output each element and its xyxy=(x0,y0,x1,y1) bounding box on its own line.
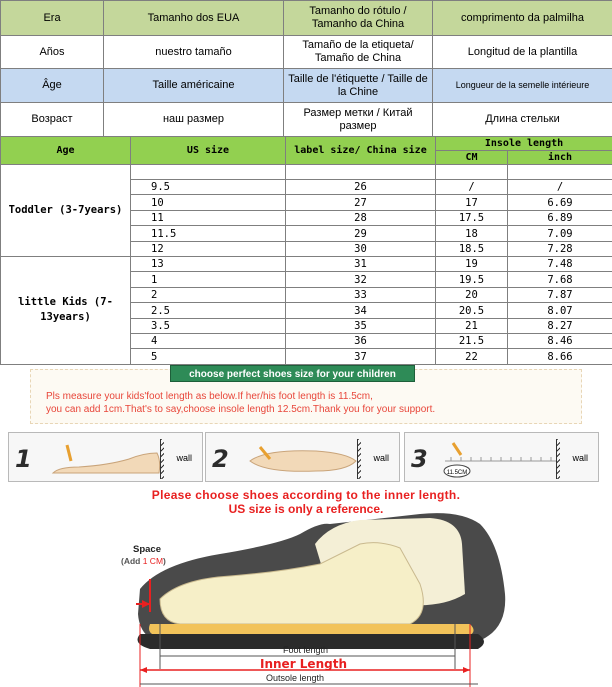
insole-cm-cell: 18.5 xyxy=(436,241,508,256)
insole-cm-cell: 21.5 xyxy=(436,333,508,348)
inner-length-warning: Please choose shoes according to the inner length. xyxy=(151,488,461,502)
age-group-label: Toddler (3-7years) xyxy=(1,165,131,257)
insole-inch-cell: 8.46 xyxy=(508,333,612,348)
header-row-french xyxy=(1,69,612,103)
empty-cell xyxy=(508,165,612,180)
col-cm: CM xyxy=(436,151,508,165)
china-size-cell: 36 xyxy=(286,333,436,348)
china-size-cell: 32 xyxy=(286,272,436,287)
header-cell: Longueur de la semelle intérieure xyxy=(433,69,612,103)
us-size-cell: 11.5 xyxy=(131,226,286,241)
china-size-cell: 30 xyxy=(286,241,436,256)
china-size-cell: 37 xyxy=(286,349,436,364)
insole-inch-cell: 8.27 xyxy=(508,318,612,333)
age-group-label: little Kids (7-13years) xyxy=(1,256,131,364)
header-cell: Tamaño de la etiqueta/ Tamaño de China xyxy=(284,36,433,69)
china-size-cell: 35 xyxy=(286,318,436,333)
china-size-cell: 27 xyxy=(286,195,436,210)
insole-cm-cell: 21 xyxy=(436,318,508,333)
insole-cm-cell: 22 xyxy=(436,349,508,364)
foot-length-label: Foot length xyxy=(283,645,329,655)
step-number: 1 xyxy=(15,445,32,473)
us-size-cell: 4 xyxy=(131,333,286,348)
header-cell: наш размер xyxy=(104,103,284,137)
us-size-cell: 9.5 xyxy=(131,180,286,195)
shoe-diagram xyxy=(0,484,612,687)
insole-cm-cell: 18 xyxy=(436,226,508,241)
insole-inch-cell: 8.07 xyxy=(508,303,612,318)
insole-cm-cell: 20.5 xyxy=(436,303,508,318)
header-row-portuguese xyxy=(1,1,612,36)
measure-step-3 xyxy=(404,432,599,482)
insole-inch-cell: 6.69 xyxy=(508,195,612,210)
us-size-cell: 11 xyxy=(131,210,286,225)
space-prefix: (Add xyxy=(121,556,143,566)
insole-inch-cell: 7.87 xyxy=(508,287,612,302)
inner-length-label: Inner Length xyxy=(260,657,347,671)
insole-inch-cell: 8.66 xyxy=(508,349,612,364)
size-chart-table xyxy=(0,136,612,365)
insole-cm-cell: 17 xyxy=(436,195,508,210)
us-size-cell: 3.5 xyxy=(131,318,286,333)
step-number: 3 xyxy=(411,445,428,473)
insole-cm-cell: 20 xyxy=(436,287,508,302)
insole-cm-cell: 19.5 xyxy=(436,272,508,287)
measure-step-1 xyxy=(8,432,203,482)
empty-cell xyxy=(436,165,508,180)
header-cell: Размер метки / Китай размер xyxy=(284,103,433,137)
header-cell: Años xyxy=(1,36,104,69)
insole-inch-cell: 7.28 xyxy=(508,241,612,256)
space-value: 1 CM xyxy=(142,556,164,566)
us-size-cell: 2 xyxy=(131,287,286,302)
us-size-cell: 13 xyxy=(131,256,286,271)
us-size-cell: 5 xyxy=(131,349,286,364)
ruler-icon xyxy=(441,441,561,479)
insole-inch-cell: 6.89 xyxy=(508,210,612,225)
banner-title: choose perfect shoes size for your children xyxy=(170,365,415,382)
header-cell: Taille de l'étiquette / Taille de la Chine xyxy=(284,69,433,103)
table-row xyxy=(1,256,612,271)
china-size-cell: 31 xyxy=(286,256,436,271)
header-cell: Возраст xyxy=(1,103,104,137)
measure-steps xyxy=(0,432,612,482)
banner-instruction-line2: you can add 1cm.That's to say,choose insole length 12.5cm.Thank you for your support. xyxy=(46,404,436,415)
language-header-table xyxy=(0,0,612,137)
step-number: 2 xyxy=(212,445,229,473)
empty-cell xyxy=(286,165,436,180)
header-cell: Era xyxy=(1,1,104,36)
header-cell: Tamanho dos EUA xyxy=(104,1,284,36)
col-us-size: US size xyxy=(131,137,286,165)
us-size-cell: 10 xyxy=(131,195,286,210)
insole-cm-cell: 19 xyxy=(436,256,508,271)
ruler-badge: 11.5CM xyxy=(446,470,468,476)
wall-label: wall xyxy=(373,453,389,463)
header-row-spanish xyxy=(1,36,612,69)
wall-label: wall xyxy=(176,453,192,463)
header-cell: Tamanho do rótulo / Tamanho da China xyxy=(284,1,433,36)
table-row xyxy=(1,165,612,180)
col-insole-length: Insole length xyxy=(436,137,612,151)
wall-hatch xyxy=(556,439,560,479)
space-add-note xyxy=(121,556,166,566)
size-chart-header-row xyxy=(1,137,612,151)
wall-label: wall xyxy=(572,453,588,463)
wall-hatch xyxy=(357,439,361,479)
us-size-cell: 1 xyxy=(131,272,286,287)
banner-instruction-line1: Pls measure your kids'foot length as below.If her/his foot length is 11.5cm, xyxy=(46,391,373,402)
size-chart-body xyxy=(1,165,612,365)
insole-inch-cell: 7.48 xyxy=(508,256,612,271)
col-age: Age xyxy=(1,137,131,165)
insole-inch-cell: 7.68 xyxy=(508,272,612,287)
measure-step-2 xyxy=(205,432,400,482)
insole-inch-cell: / xyxy=(508,180,612,195)
header-cell: Longitud de la plantilla xyxy=(433,36,612,69)
china-size-cell: 28 xyxy=(286,210,436,225)
space-suffix: ) xyxy=(163,556,166,566)
us-size-cell: 2.5 xyxy=(131,303,286,318)
header-cell: comprimento da palmilha xyxy=(433,1,612,36)
instruction-banner xyxy=(0,365,612,430)
china-size-cell: 34 xyxy=(286,303,436,318)
insole-inch-cell: 7.09 xyxy=(508,226,612,241)
us-size-cell: 12 xyxy=(131,241,286,256)
empty-cell xyxy=(131,165,286,180)
header-row-russian xyxy=(1,103,612,137)
header-cell: Taille américaine xyxy=(104,69,284,103)
header-cell: nuestro tamaño xyxy=(104,36,284,69)
outsole-length-label: Outsole length xyxy=(266,673,325,683)
us-size-reference-note: US size is only a reference. xyxy=(228,502,384,516)
china-size-cell: 33 xyxy=(286,287,436,302)
col-inch: inch xyxy=(508,151,612,165)
china-size-cell: 26 xyxy=(286,180,436,195)
insole-cm-cell: 17.5 xyxy=(436,210,508,225)
insole-cm-cell: / xyxy=(436,180,508,195)
foot-side-icon xyxy=(49,443,164,479)
space-label: Space xyxy=(133,544,161,555)
wall-hatch xyxy=(160,439,164,479)
header-cell: Длина стельки xyxy=(433,103,612,137)
foot-top-icon xyxy=(246,443,361,479)
col-label-size: label size/ China size xyxy=(286,137,436,165)
header-cell: Âge xyxy=(1,69,104,103)
china-size-cell: 29 xyxy=(286,226,436,241)
